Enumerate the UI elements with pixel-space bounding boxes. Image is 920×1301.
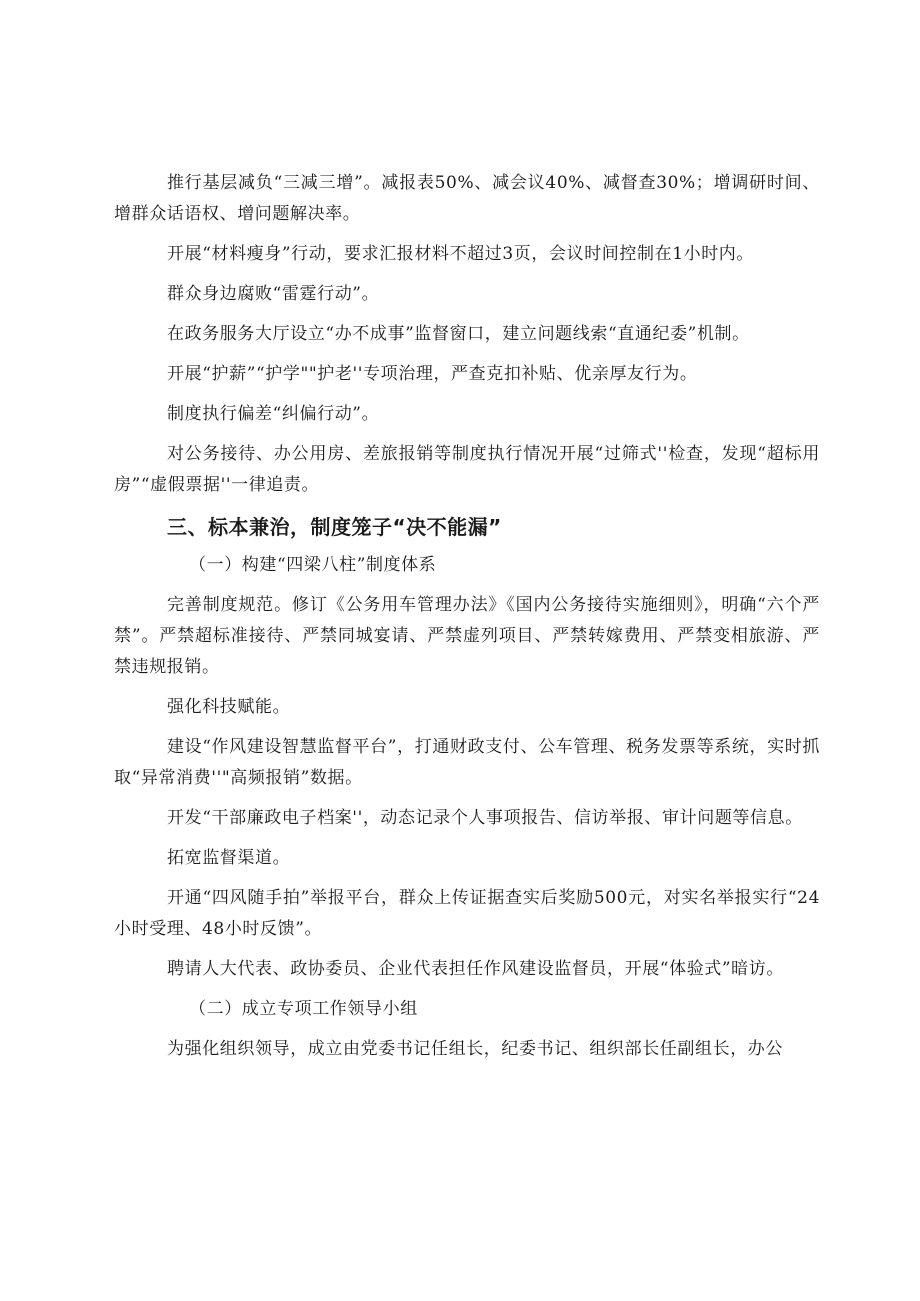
paragraph-correction-action: 制度执行偏差“纠偏行动”。 [167,404,380,424]
paragraph-tech-empowerment: 强化科技赋能。 [167,697,291,717]
paragraph-integrity-archive: 开发“干部廉政电子档案''，动态记录个人事项报告、信访举报、审计问题等信息。 [167,808,803,828]
paragraph-thunder-action: 群众身边腐败“雷霆行动”。 [167,284,380,304]
subheading-1: （一）构建“四梁八柱”制度体系 [189,555,437,575]
paragraph-supervision-window: 在政务服务大厅设立“办不成事”监督窗口，建立问题线索“直通纪委”机制。 [167,324,750,344]
paragraph-smart-platform: 建设“作风建设智慧监督平台”，打通财政支付、公车管理、税务发票等系统，实时抓取“异常消费''"高频报销”数据。 [114,737,820,788]
paragraph-special-governance: 开展“护薪”“护学""护老''专项治理，严查克扣补贴、优亲厚友行为。 [167,364,698,384]
paragraph-improve-regulations: 完善制度规范。修订《公务用车管理办法》《国内公务接待实施细则》，明确“六个严禁”。严禁超标准接待、严禁同城宴请、严禁虚列项目、严禁转嫁费用、严禁变相旅游、严禁违规报销。 [114,595,820,677]
paragraph-report-platform: 开通“四风随手拍”举报平台，群众上传证据查实后奖励500元，对实名举报实行“24小时受理、48小时反馈”。 [114,888,820,939]
paragraph-screening-inspection: 对公务接待、办公用房、差旅报销等制度执行情况开展“过筛式''检查，发现“超标用房”“虚假票据''一律追责。 [114,444,820,495]
paragraph-supervisors: 聘请人大代表、政协委员、企业代表担任作风建设监督员，开展“体验式”暗访。 [167,959,784,979]
section-heading-3: 三、标本兼治，制度笼子“决不能漏” [167,515,502,539]
paragraph-reduce-burden: 推行基层减负“三减三增”。减报表50%、减会议40%、减督查30%；增调研时间、增群众话语权、增问题解决率。 [114,173,820,224]
document-body [114,168,820,1074]
paragraph-leading-group: 为强化组织领导，成立由党委书记任组长，纪委书记、组织部长任副组长，办公 [167,1039,783,1059]
paragraph-material-slimming: 开展“材料瘦身”行动，要求汇报材料不超过3页，会议时间控制在1小时内。 [167,244,755,264]
subheading-2: （二）成立专项工作领导小组 [189,999,418,1019]
paragraph-expand-channels: 拓宽监督渠道。 [167,848,291,868]
